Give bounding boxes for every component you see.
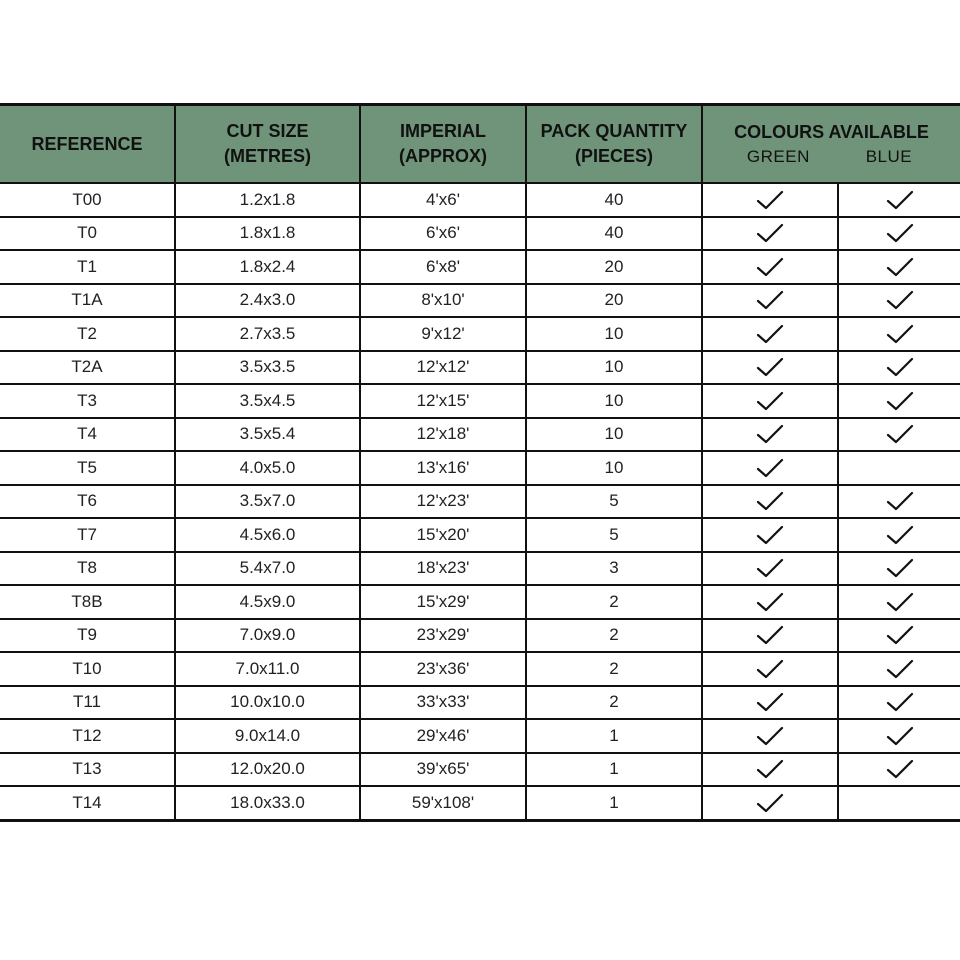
header-reference xyxy=(0,105,175,184)
imperial-value: 15'x29' xyxy=(416,591,470,611)
cell-blue xyxy=(838,284,960,318)
header-green-label: GREEN xyxy=(746,147,810,166)
cell-reference xyxy=(0,384,175,418)
checkmark-icon xyxy=(885,356,915,378)
cell-blue xyxy=(838,351,960,385)
checkmark-icon xyxy=(755,758,785,780)
cell-imperial xyxy=(360,786,526,820)
imperial-value: 15'x20' xyxy=(416,524,470,544)
cell-reference xyxy=(0,552,175,586)
cell-blue xyxy=(838,485,960,519)
pack-quantity-value: 20 xyxy=(604,256,624,276)
imperial-value: 23'x29' xyxy=(416,625,470,645)
cell-blue xyxy=(838,217,960,251)
cell-reference xyxy=(0,686,175,720)
cell-pack-quantity xyxy=(526,786,702,820)
cell-blue xyxy=(838,384,960,418)
cell-imperial xyxy=(360,518,526,552)
cell-green xyxy=(702,652,838,686)
cell-imperial xyxy=(360,284,526,318)
cell-imperial xyxy=(360,418,526,452)
checkmark-icon xyxy=(885,423,915,445)
cell-blue xyxy=(838,250,960,284)
header-pack-label: PACK QUANTITY xyxy=(540,121,688,141)
cell-cut-size xyxy=(175,786,360,820)
reference-value: T13 xyxy=(72,759,102,779)
cut-size-value: 2.7x3.5 xyxy=(239,323,296,343)
cut-size-value: 3.5x5.4 xyxy=(239,424,296,444)
table-row xyxy=(0,250,960,284)
header-blue-label: BLUE xyxy=(865,147,913,166)
cell-blue xyxy=(838,518,960,552)
cell-cut-size xyxy=(175,250,360,284)
cell-green xyxy=(702,686,838,720)
checkmark-icon xyxy=(885,189,915,211)
cell-reference xyxy=(0,719,175,753)
cell-pack-quantity xyxy=(526,485,702,519)
cell-pack-quantity xyxy=(526,250,702,284)
imperial-value: 18'x23' xyxy=(416,558,470,578)
pack-quantity-value: 2 xyxy=(609,591,619,611)
imperial-value: 13'x16' xyxy=(416,457,470,477)
cell-imperial xyxy=(360,217,526,251)
checkmark-icon xyxy=(755,390,785,412)
cut-size-value: 7.0x9.0 xyxy=(239,625,296,645)
reference-value: T6 xyxy=(77,491,97,511)
cut-size-value: 5.4x7.0 xyxy=(239,558,296,578)
header-imperial xyxy=(360,105,526,184)
cut-size-value: 3.5x7.0 xyxy=(239,491,296,511)
cell-cut-size xyxy=(175,585,360,619)
cell-green xyxy=(702,451,838,485)
reference-value: T00 xyxy=(72,189,102,209)
checkmark-icon xyxy=(885,256,915,278)
cell-reference xyxy=(0,351,175,385)
cell-imperial xyxy=(360,585,526,619)
pack-quantity-value: 10 xyxy=(604,323,624,343)
cell-reference xyxy=(0,585,175,619)
cell-green xyxy=(702,552,838,586)
size-chart xyxy=(0,103,960,822)
cell-cut-size xyxy=(175,351,360,385)
reference-value: T1A xyxy=(71,290,103,310)
cell-reference xyxy=(0,619,175,653)
reference-value: T11 xyxy=(72,692,102,712)
cell-green xyxy=(702,284,838,318)
checkmark-icon xyxy=(755,289,785,311)
cell-reference xyxy=(0,652,175,686)
imperial-value: 9'x12' xyxy=(421,323,465,343)
header-colours-label: COLOURS AVAILABLE xyxy=(734,122,929,142)
cell-blue xyxy=(838,451,960,485)
table-row xyxy=(0,284,960,318)
checkmark-icon xyxy=(885,691,915,713)
checkmark-icon xyxy=(755,189,785,211)
cell-imperial xyxy=(360,317,526,351)
header-pack-quantity xyxy=(526,105,702,184)
cell-blue xyxy=(838,552,960,586)
checkmark-icon xyxy=(755,256,785,278)
cell-reference xyxy=(0,183,175,217)
header-cut-size-label: CUT SIZE xyxy=(226,121,309,141)
table-row xyxy=(0,351,960,385)
checkmark-icon xyxy=(755,490,785,512)
cell-imperial xyxy=(360,183,526,217)
pack-quantity-value: 20 xyxy=(604,290,624,310)
cell-cut-size xyxy=(175,686,360,720)
cell-pack-quantity xyxy=(526,719,702,753)
pack-quantity-value: 1 xyxy=(609,725,619,745)
cell-blue xyxy=(838,719,960,753)
cut-size-value: 7.0x11.0 xyxy=(235,658,300,678)
table-row xyxy=(0,418,960,452)
checkmark-icon xyxy=(885,289,915,311)
table-header xyxy=(0,105,960,184)
header-cut-size xyxy=(175,105,360,184)
cell-imperial xyxy=(360,451,526,485)
cell-pack-quantity xyxy=(526,652,702,686)
cell-green xyxy=(702,183,838,217)
cell-cut-size xyxy=(175,217,360,251)
cell-green xyxy=(702,786,838,820)
size-table xyxy=(0,103,960,822)
cell-pack-quantity xyxy=(526,284,702,318)
header-reference-label: REFERENCE xyxy=(31,133,143,154)
cell-pack-quantity xyxy=(526,418,702,452)
checkmark-icon xyxy=(885,758,915,780)
reference-value: T1 xyxy=(77,256,97,276)
cell-reference xyxy=(0,418,175,452)
cell-blue xyxy=(838,686,960,720)
reference-value: T8 xyxy=(77,558,97,578)
header-colours-available xyxy=(702,105,960,184)
cell-cut-size xyxy=(175,418,360,452)
reference-value: T14 xyxy=(72,792,102,812)
cut-size-value: 1.2x1.8 xyxy=(239,189,296,209)
pack-quantity-value: 3 xyxy=(609,558,619,578)
cell-green xyxy=(702,585,838,619)
cell-cut-size xyxy=(175,619,360,653)
checkmark-icon xyxy=(755,323,785,345)
cell-pack-quantity xyxy=(526,384,702,418)
cut-size-value: 2.4x3.0 xyxy=(239,290,296,310)
pack-quantity-value: 2 xyxy=(609,658,619,678)
cell-reference xyxy=(0,786,175,820)
imperial-value: 6'x6' xyxy=(426,223,460,243)
cell-reference xyxy=(0,217,175,251)
pack-quantity-value: 10 xyxy=(604,390,624,410)
reference-value: T5 xyxy=(77,457,97,477)
checkmark-icon xyxy=(755,524,785,546)
header-pack-unit: (PIECES) xyxy=(574,146,653,166)
checkmark-icon xyxy=(755,457,785,479)
cell-pack-quantity xyxy=(526,351,702,385)
cell-green xyxy=(702,485,838,519)
cell-green xyxy=(702,317,838,351)
checkmark-icon xyxy=(885,557,915,579)
checkmark-icon xyxy=(755,624,785,646)
imperial-value: 12'x15' xyxy=(416,390,470,410)
pack-quantity-value: 5 xyxy=(609,524,619,544)
pack-quantity-value: 2 xyxy=(609,692,619,712)
reference-value: T12 xyxy=(72,725,102,745)
table-row xyxy=(0,217,960,251)
checkmark-icon xyxy=(885,658,915,680)
cut-size-value: 4.0x5.0 xyxy=(239,457,296,477)
table-row xyxy=(0,652,960,686)
cell-blue xyxy=(838,786,960,820)
reference-value: T2A xyxy=(71,357,103,377)
pack-quantity-value: 40 xyxy=(604,189,624,209)
cut-size-value: 3.5x4.5 xyxy=(239,390,296,410)
imperial-value: 59'x108' xyxy=(411,792,475,812)
pack-quantity-value: 10 xyxy=(604,457,624,477)
cut-size-value: 3.5x3.5 xyxy=(239,357,296,377)
cell-reference xyxy=(0,317,175,351)
imperial-value: 33'x33' xyxy=(416,692,470,712)
table-row xyxy=(0,451,960,485)
cell-cut-size xyxy=(175,652,360,686)
cell-reference xyxy=(0,518,175,552)
reference-value: T4 xyxy=(77,424,97,444)
imperial-value: 4'x6' xyxy=(426,189,460,209)
cell-reference xyxy=(0,451,175,485)
imperial-value: 8'x10' xyxy=(421,290,465,310)
cell-green xyxy=(702,719,838,753)
checkmark-icon xyxy=(885,524,915,546)
cell-reference xyxy=(0,485,175,519)
pack-quantity-value: 1 xyxy=(609,792,619,812)
cell-reference xyxy=(0,250,175,284)
table-row xyxy=(0,485,960,519)
cut-size-value: 9.0x14.0 xyxy=(234,725,301,745)
cut-size-value: 1.8x1.8 xyxy=(239,223,296,243)
imperial-value: 39'x65' xyxy=(416,759,470,779)
checkmark-icon xyxy=(755,658,785,680)
cut-size-value: 18.0x33.0 xyxy=(230,792,305,812)
cell-cut-size xyxy=(175,552,360,586)
cell-green xyxy=(702,753,838,787)
cell-pack-quantity xyxy=(526,518,702,552)
cell-green xyxy=(702,250,838,284)
cell-pack-quantity xyxy=(526,686,702,720)
cell-imperial xyxy=(360,250,526,284)
cell-green xyxy=(702,619,838,653)
cell-blue xyxy=(838,183,960,217)
checkmark-icon xyxy=(755,557,785,579)
cell-cut-size xyxy=(175,384,360,418)
header-imperial-unit: (APPROX) xyxy=(398,146,487,166)
table-row xyxy=(0,317,960,351)
cell-cut-size xyxy=(175,518,360,552)
reference-value: T3 xyxy=(77,390,97,410)
table-row xyxy=(0,183,960,217)
cell-pack-quantity xyxy=(526,317,702,351)
cut-size-value: 4.5x6.0 xyxy=(239,524,296,544)
cell-cut-size xyxy=(175,753,360,787)
cut-size-value: 10.0x10.0 xyxy=(230,692,305,712)
reference-value: T0 xyxy=(77,223,97,243)
table-row xyxy=(0,753,960,787)
checkmark-icon xyxy=(885,222,915,244)
table-row xyxy=(0,518,960,552)
checkmark-icon xyxy=(885,624,915,646)
cell-cut-size xyxy=(175,317,360,351)
cell-pack-quantity xyxy=(526,585,702,619)
cell-imperial xyxy=(360,753,526,787)
imperial-value: 12'x12' xyxy=(416,357,470,377)
checkmark-icon xyxy=(885,490,915,512)
pack-quantity-value: 5 xyxy=(609,491,619,511)
reference-value: T2 xyxy=(77,323,97,343)
cell-cut-size xyxy=(175,284,360,318)
cut-size-value: 1.8x2.4 xyxy=(239,256,296,276)
cut-size-value: 4.5x9.0 xyxy=(239,591,296,611)
reference-value: T9 xyxy=(77,625,97,645)
checkmark-icon xyxy=(755,725,785,747)
table-row xyxy=(0,585,960,619)
pack-quantity-value: 10 xyxy=(604,424,624,444)
cell-pack-quantity xyxy=(526,552,702,586)
cell-green xyxy=(702,217,838,251)
table-row xyxy=(0,786,960,820)
cell-imperial xyxy=(360,686,526,720)
cell-cut-size xyxy=(175,719,360,753)
table-body xyxy=(0,183,960,820)
header-cut-size-unit: (METRES) xyxy=(224,146,311,166)
table-row xyxy=(0,719,960,753)
checkmark-icon xyxy=(755,792,785,814)
cell-blue xyxy=(838,619,960,653)
checkmark-icon xyxy=(755,591,785,613)
checkmark-icon xyxy=(755,222,785,244)
header-row xyxy=(0,105,960,184)
cell-blue xyxy=(838,652,960,686)
cell-imperial xyxy=(360,351,526,385)
imperial-value: 6'x8' xyxy=(426,256,460,276)
imperial-value: 12'x23' xyxy=(416,491,470,511)
checkmark-icon xyxy=(755,356,785,378)
cell-blue xyxy=(838,585,960,619)
pack-quantity-value: 10 xyxy=(604,357,624,377)
imperial-value: 29'x46' xyxy=(416,725,470,745)
cell-imperial xyxy=(360,652,526,686)
checkmark-icon xyxy=(755,691,785,713)
pack-quantity-value: 2 xyxy=(609,625,619,645)
checkmark-icon xyxy=(885,323,915,345)
cell-green xyxy=(702,351,838,385)
cell-imperial xyxy=(360,719,526,753)
imperial-value: 12'x18' xyxy=(416,424,470,444)
cell-green xyxy=(702,518,838,552)
cell-pack-quantity xyxy=(526,451,702,485)
pack-quantity-value: 1 xyxy=(609,759,619,779)
cell-imperial xyxy=(360,384,526,418)
cell-imperial xyxy=(360,619,526,653)
checkmark-icon xyxy=(885,591,915,613)
cut-size-value: 12.0x20.0 xyxy=(230,759,305,779)
reference-value: T10 xyxy=(72,658,102,678)
cell-blue xyxy=(838,317,960,351)
table-row xyxy=(0,552,960,586)
imperial-value: 23'x36' xyxy=(416,658,470,678)
pack-quantity-value: 40 xyxy=(604,223,624,243)
cell-reference xyxy=(0,753,175,787)
cell-pack-quantity xyxy=(526,753,702,787)
cell-cut-size xyxy=(175,485,360,519)
cell-green xyxy=(702,418,838,452)
cell-pack-quantity xyxy=(526,217,702,251)
reference-value: T7 xyxy=(77,524,97,544)
cell-blue xyxy=(838,418,960,452)
checkmark-icon xyxy=(885,725,915,747)
header-imperial-label: IMPERIAL xyxy=(399,121,486,141)
table-row xyxy=(0,619,960,653)
table-row xyxy=(0,686,960,720)
checkmark-icon xyxy=(755,423,785,445)
checkmark-icon xyxy=(885,390,915,412)
cell-reference xyxy=(0,284,175,318)
cell-blue xyxy=(838,753,960,787)
cell-imperial xyxy=(360,485,526,519)
cell-imperial xyxy=(360,552,526,586)
cell-cut-size xyxy=(175,451,360,485)
cell-pack-quantity xyxy=(526,619,702,653)
reference-value: T8B xyxy=(71,591,103,611)
cell-green xyxy=(702,384,838,418)
cell-pack-quantity xyxy=(526,183,702,217)
table-row xyxy=(0,384,960,418)
cell-cut-size xyxy=(175,183,360,217)
